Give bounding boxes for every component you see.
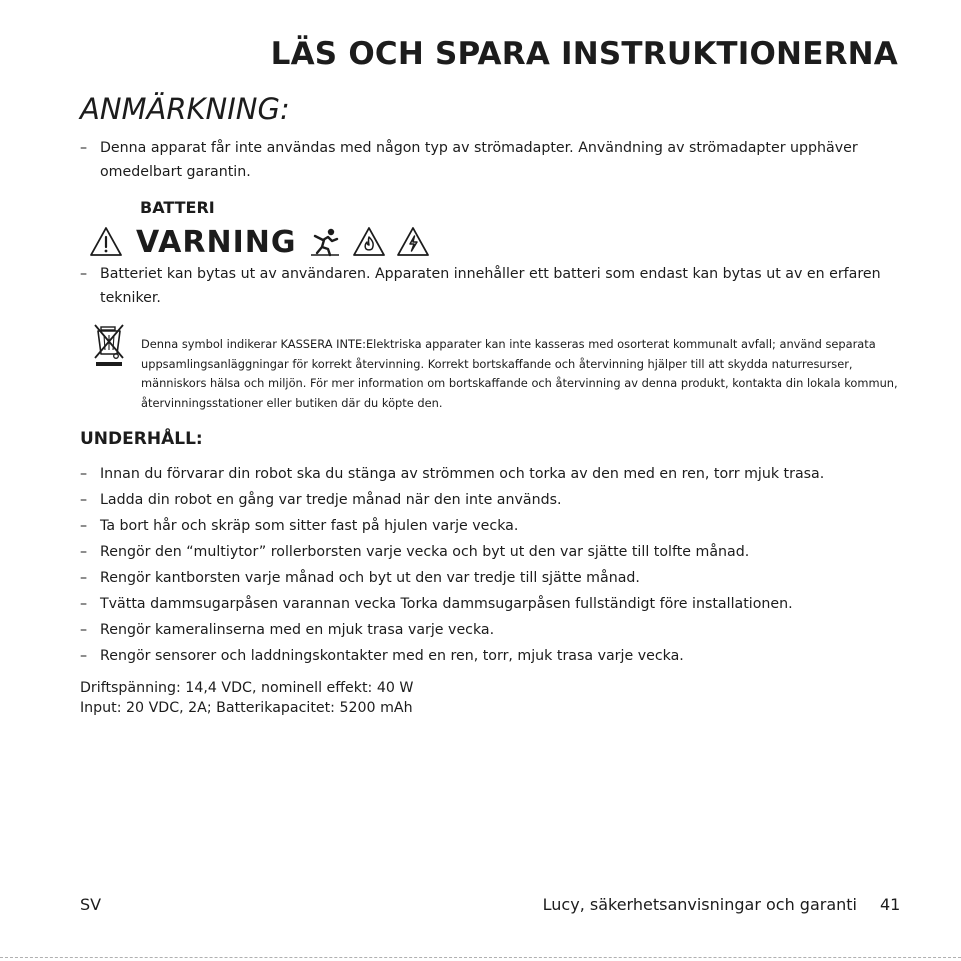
list-item: – Rengör sensorer och laddningskontakter med en ren, torr, mjuk trasa varje vecka.: [80, 648, 684, 664]
battery-text: Batteriet kan bytas ut av användaren. Apparaten innehåller ett batteri som endast kan bytas ut av en erfaren tekniker.: [100, 266, 881, 306]
specifications: [80, 678, 413, 718]
list-item: – Tvätta dammsugarpåsen varannan vecka Torka dammsugarpåsen fullständigt före installationen.: [80, 596, 793, 612]
list-item: – Rengör den “multiytor” rollerborsten varje vecka och byt ut den var sjätte till tolfte månad.: [80, 544, 750, 560]
list-item: – Ladda din robot en gång var tredje månad när den inte används.: [80, 492, 562, 508]
footer-doc-title: Lucy, säkerhetsanvisningar och garanti: [542, 895, 857, 914]
page-title: LÄS OCH SPARA INSTRUKTIONERNA: [270, 36, 898, 72]
battery-paragraph: [80, 262, 900, 310]
warning-word: VARNING: [136, 224, 297, 260]
note-text: Denna apparat får inte användas med någon typ av strömadapter. Användning av strömadapter upphäver omedelbart garantin.: [100, 140, 858, 180]
spec-input-battery: Input: 20 VDC, 2A; Batterikapacitet: 5200 mAh: [80, 700, 413, 716]
spec-operating-voltage: Driftspänning: 14,4 VDC, nominell effekt: 40 W: [80, 680, 414, 696]
page-number: 41: [880, 895, 901, 914]
battery-label: BATTERI: [140, 198, 215, 217]
bottom-divider: [0, 957, 961, 958]
list-item: – Rengör kantborsten varje månad och byt ut den var tredje till sjätte månad.: [80, 570, 640, 586]
list-item: – Ta bort hår och skräp som sitter fast på hjulen varje vecka.: [80, 518, 519, 534]
bullet-dash: –: [80, 266, 88, 282]
fire-hazard-icon: [351, 225, 387, 259]
list-item: – Rengör kameralinserna med en mjuk trasa varje vecka.: [80, 622, 495, 638]
note-heading: ANMÄRKNING:: [80, 92, 290, 126]
footer-language: SV: [80, 895, 102, 914]
electric-hazard-icon: [395, 225, 431, 259]
weee-disposal-text: Denna symbol indikerar KASSERA INTE:Elektriska apparater kan inte kasseras med osorterat kommunalt avfall; använd separata uppsamlingsanläggningar för korrekt återvinning. Korrekt bortskaffande och återvinning hjälper till att skydda naturresurser, människors hälsa och miljön. För mer information om bortskaffande och återvinning av denna produkt, kontakta din lokala kommun, återvinningsstationer eller butiken där du köpte den.: [141, 337, 898, 410]
crossed-out-wheelie-bin-icon: [92, 322, 126, 372]
child-hazard-icon: [307, 225, 343, 259]
warning-row: [88, 222, 431, 262]
list-item: – Innan du förvarar din robot ska du stänga av strömmen och torka av den med en ren, torr mjuk trasa.: [80, 466, 825, 482]
bullet-dash: –: [80, 140, 88, 156]
maintenance-list: [80, 461, 910, 669]
maintenance-heading: UNDERHÅLL:: [80, 429, 203, 449]
warning-triangle-icon: [88, 225, 124, 259]
note-paragraph: [80, 136, 900, 184]
